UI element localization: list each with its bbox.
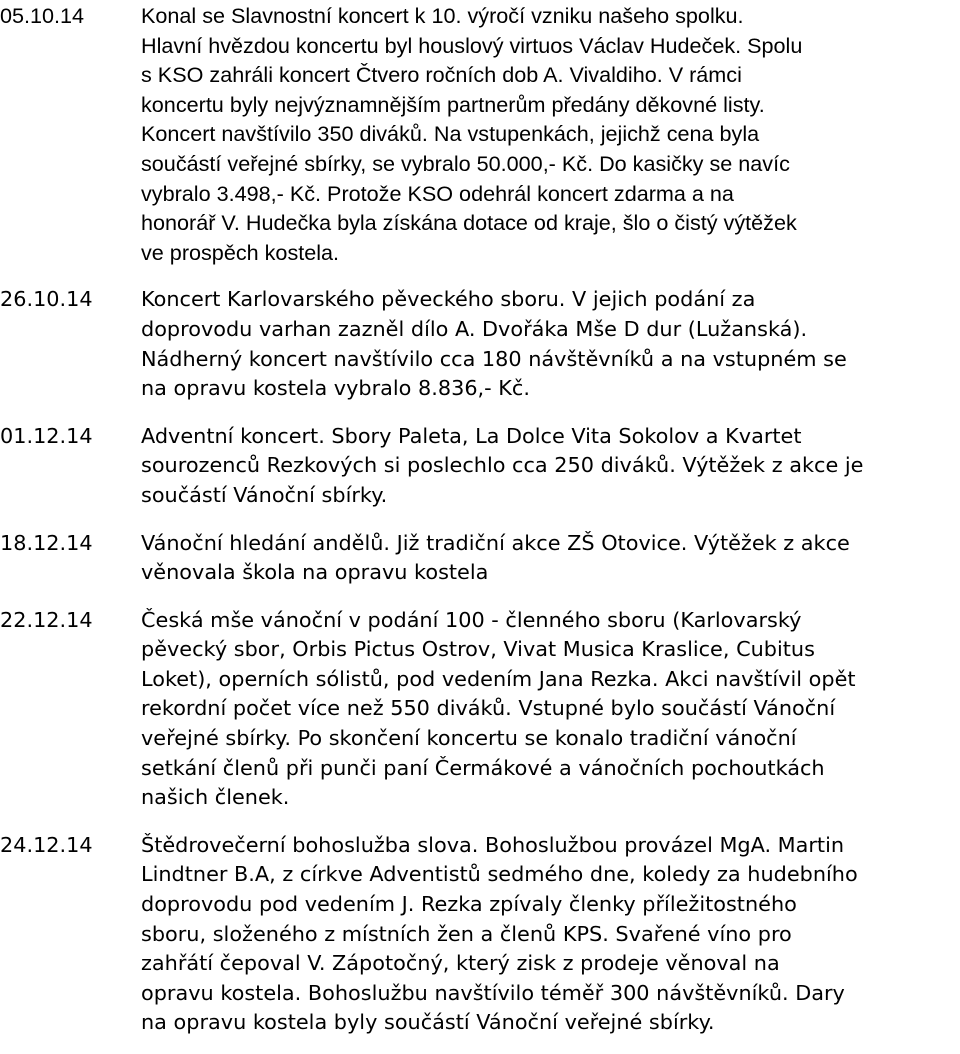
- spacer: [0, 267, 960, 285]
- entry-line: věnovala škola na opravu kostela: [141, 560, 489, 585]
- entry-line: na opravu kostela byly součástí Vánoční veřejné sbírky.: [141, 1010, 715, 1035]
- entry-line: na opravu kostela vybralo 8.836,- Kč.: [141, 376, 530, 401]
- entry-text: [141, 422, 960, 511]
- spacer: [0, 404, 960, 422]
- entry-line: Konal se Slavnostní koncert k 10. výročí vzniku našeho spolku.: [141, 3, 744, 28]
- entry-18-12-14: [0, 529, 960, 588]
- entry-22-12-14: [0, 606, 960, 813]
- entry-line: Nádherný koncert navštívilo cca 180 návštěvníků a na vstupném se: [141, 346, 847, 371]
- entry-line: doprovodu varhan zazněl dílo A. Dvořáka Mše D dur (Lužanská).: [141, 316, 808, 341]
- entry-line: sourozenců Rezkových si poslechlo cca 250 diváků. Výtěžek z akce je: [141, 453, 864, 478]
- entry-date: 05.10.14: [0, 3, 85, 28]
- entry-line: součástí veřejné sbírky, se vybralo 50.000,- Kč. Do kasičky se navíc: [141, 150, 790, 176]
- entry-01-12-14: [0, 422, 960, 511]
- entry-line: sboru, složeného z místních žen a členů KPS. Svařené víno pro: [141, 921, 792, 946]
- entry-text: [141, 606, 960, 813]
- spacer: [0, 511, 960, 529]
- entry-line: Adventní koncert. Sbory Paleta, La Dolce Vita Sokolov a Kvartet: [141, 423, 802, 448]
- entry-line: součástí Vánoční sbírky.: [141, 482, 388, 507]
- entry-line: veřejné sbírky. Po skončení koncertu se konalo tradiční vánoční: [141, 726, 797, 751]
- entry-date: 22.12.14: [0, 607, 93, 632]
- entry-line: vybralo 3.498,- Kč. Protože KSO odehrál koncert zdarma a na: [141, 180, 734, 206]
- entry-line: Hlavní hvězdou koncertu byl houslový virtuos Václav Hudeček. Spolu: [141, 32, 803, 58]
- entry-date: 26.10.14: [0, 287, 93, 312]
- entry-line: doprovodu pod vedením J. Rezka zpívaly členky příležitostného: [141, 892, 797, 917]
- entry-text: [141, 285, 960, 403]
- entry-line: Koncert Karlovarského pěveckého sboru. V jejich podání za: [141, 287, 756, 312]
- entry-line: honorář V. Hudečka byla získána dotace od kraje, šlo o čistý výtěžek: [141, 210, 797, 236]
- entry-line: rekordní počet více než 550 diváků. Vstupné bylo součástí Vánoční: [141, 696, 836, 721]
- entry-24-12-14: [0, 831, 960, 1038]
- entry-line: Lindtner B.A, z církve Adventistů sedmého dne, koledy za hudebního: [141, 862, 858, 887]
- spacer: [0, 813, 960, 831]
- entry-line: našich členek.: [141, 785, 290, 810]
- entry-date: 18.12.14: [0, 530, 93, 555]
- entry-line: s KSO zahráli koncert Čtvero ročních dob A. Vivaldiho. V rámci: [141, 62, 742, 88]
- entry-line: pěvecký sbor, Orbis Pictus Ostrov, Vivat Musica Kraslice, Cubitus: [141, 637, 815, 662]
- entry-text: [141, 831, 960, 1038]
- entry-line: Česká mše vánoční v podání 100 - členného sboru (Karlovarský: [141, 607, 802, 632]
- entry-text: [141, 529, 960, 588]
- entry-line: ve prospěch kostela.: [141, 239, 340, 265]
- entry-line: Vánoční hledání andělů. Již tradiční akce ZŠ Otovice. Výtěžek z akce: [141, 530, 850, 555]
- entry-text: [141, 1, 960, 267]
- entry-line: Štědrovečerní bohoslužba slova. Bohoslužbou provázel MgA. Martin: [141, 832, 845, 857]
- entry-26-10-14: [0, 285, 960, 403]
- entry-line: Loket), operních sólistů, pod vedením Jana Rezka. Akci navštívil opět: [141, 666, 856, 691]
- entry-date: 01.12.14: [0, 423, 93, 448]
- entry-date: 24.12.14: [0, 832, 93, 857]
- spacer: [0, 588, 960, 606]
- entry-line: Koncert navštívilo 350 diváků. Na vstupenkách, jejichž cena byla: [141, 121, 760, 147]
- entry-line: setkání členů při punči paní Čermákové a vánočních pochoutkách: [141, 755, 825, 780]
- entry-line: opravu kostela. Bohoslužbu navštívilo téměř 300 návštěvníků. Dary: [141, 980, 845, 1005]
- entry-line: koncertu byly nejvýznamnějším partnerům předány děkovné listy.: [141, 91, 765, 117]
- entry-05-10-14: [0, 1, 960, 267]
- entry-line: zahřátí čepoval V. Zápotočný, který zisk z prodeje věnoval na: [141, 951, 780, 976]
